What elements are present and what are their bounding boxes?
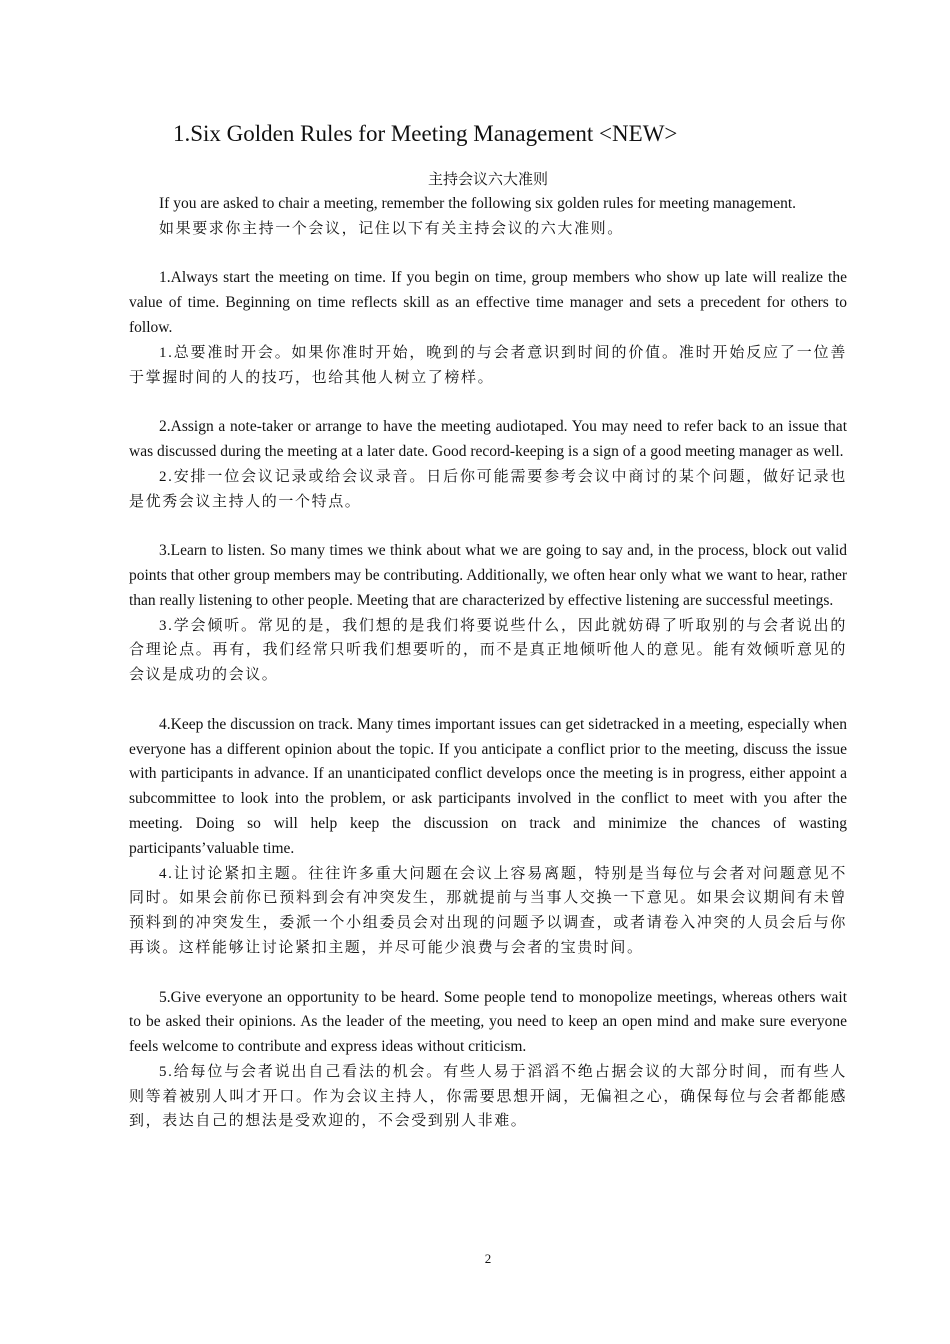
rule-3-paragraph-zh: 3.学会倾听。常见的是，我们想的是我们将要说些什么，因此就妨碍了听取别的与会者说出的合理论点。再有，我们经常只听我们想要听的，而不是真正地倾听他人的意见。能有效倾听意见的会议是成功的会议。 xyxy=(129,617,847,684)
intro-paragraph-en: If you are asked to chair a meeting, remember the following six golden rules for meeting management. xyxy=(159,195,797,212)
rule-2-paragraph-en: 2.Assign a note-taker or arrange to have the meeting audiotaped. You may need to refer back to an issue that was discussed during the meeting at a later date. Good record-keeping is a sign of a good meeting manager as well. xyxy=(129,418,847,460)
page-number: 2 xyxy=(484,1251,492,1266)
paragraph-gap xyxy=(129,961,847,986)
paragraph-gap xyxy=(129,688,847,713)
intro-paragraph-zh: 如果要求你主持一个会议，记住以下有关主持会议的六大准则。 xyxy=(159,220,624,237)
rule-5-paragraph-en: 5.Give everyone an opportunity to be heard. Some people tend to monopolize meetings, whereas others wait to be asked their opinions. As the leader of the meeting, you need to keep an open mind and make sure everyone feels welcome to contribute and express ideas without criticism. xyxy=(129,988,847,1056)
rule-4-paragraph-zh: 4.让讨论紧扣主题。往往许多重大问题在会议上容易离题，特别是当每位与会者对问题意见不同时。如果会前你已预料到会有冲突发生，那就提前与当事人交换一下意见。如果会议期间有未曾预料到的冲突发生，委派一个小组委员会对出现的问题予以调查，或者请卷入冲突的人员会后与你再谈。这样能够让讨论紧扣主题，并尽可能少浪费与会者的宝贵时间。 xyxy=(129,865,847,956)
document-body xyxy=(129,192,847,1134)
paragraph-gap xyxy=(129,514,847,539)
document-subtitle: 主持会议六大准则 xyxy=(427,172,548,188)
rule-3-paragraph-en: 3.Learn to listen. So many times we think about what we are going to say and, in the process, block out valid points that other group members may be contributing. Additionally, we often hear only what we want to hear, rather than really listening to other people. Meeting that are characterized by effective listening are successful meetings. xyxy=(129,542,847,609)
paragraph-gap xyxy=(129,242,847,267)
rule-2-paragraph-zh: 2.安排一位会议记录或给会议录音。日后你可能需要参考会议中商讨的某个问题，做好记录也是优秀会议主持人的一个特点。 xyxy=(129,468,847,510)
document-title: 1.Six Golden Rules for Meeting Management <NEW> xyxy=(173,121,678,146)
rule-1-paragraph-en: 1.Always start the meeting on time. If you begin on time, group members who show up late will realize the value of time. Beginning on time reflects skill as an effective time manager and sets a precedent for others to follow. xyxy=(129,269,847,336)
rule-1-paragraph-zh: 1.总要准时开会。如果你准时开始，晚到的与会者意识到时间的价值。准时开始反应了一位善于掌握时间的人的技巧，也给其他人树立了榜样。 xyxy=(129,344,847,386)
rule-5-paragraph-zh: 5.给每位与会者说出自己看法的机会。有些人易于滔滔不绝占据会议的大部分时间，而有些人则等着被别人叫才开口。作为会议主持人，你需要思想开阔，无偏袒之心，确保每位与会者都能感到，表达自己的想法是受欢迎的，不会受到别人非难。 xyxy=(129,1063,847,1130)
paragraph-gap xyxy=(129,390,847,415)
rule-4-paragraph-en: 4.Keep the discussion on track. Many times important issues can get sidetracked in a meeting, especially when everyone has a different opinion about the topic. If you anticipate a conflict prior to the meeting, discuss the issue with participants in advance. If an unanticipated conflict develops once the meeting is in progress, either appoint a subcommittee to look into the problem, or ask participants involved in the conflict to meet with you after the meeting. Doing so will help keep the discussion on track and minimize the chances of wasting participants’valuable time. xyxy=(129,715,847,857)
